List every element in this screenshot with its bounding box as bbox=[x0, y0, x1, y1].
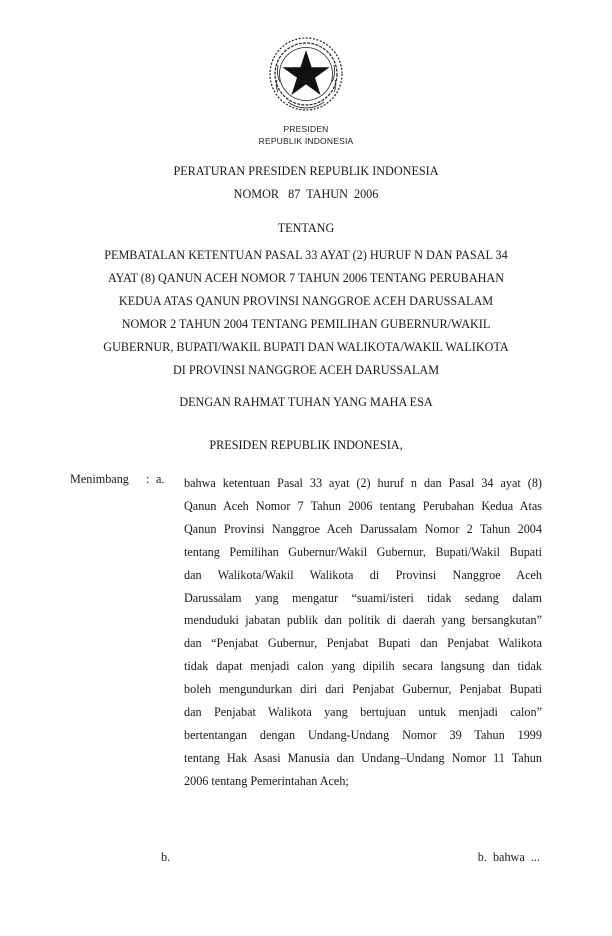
item-line: Darussalam yang mengatur “suami/isteri tidak sedang dalam bbox=[184, 590, 542, 605]
item-line: dan Walikota/Wakil Walikota di Provinsi Nanggroe Aceh bbox=[184, 567, 542, 582]
issuer: PRESIDEN REPUBLIK INDONESIA, bbox=[209, 438, 403, 452]
emblem-caption-republic: REPUBLIK INDONESIA bbox=[258, 136, 354, 146]
item-line: bertentangan dengan Undang-Undang Nomor 39 Tahun 1999 bbox=[184, 727, 542, 742]
item-line: Qanun Provinsi Nanggroe Aceh Darussalam Nomor 2 Tahun 2004 bbox=[184, 521, 542, 536]
item-line: 2006 tentang Pemerintahan Aceh; bbox=[184, 773, 349, 788]
considering-colon: : bbox=[146, 472, 150, 486]
regulation-title: PERATURAN PRESIDEN REPUBLIK INDONESIA bbox=[173, 164, 439, 178]
emblem-caption-president: PRESIDEN bbox=[283, 124, 329, 134]
subject-line: GUBERNUR, BUPATI/WAKIL BUPATI DAN WALIKOTA/WAKIL WALIKOTA bbox=[103, 340, 509, 354]
item-line: tentang Pemilihan Gubernur/Wakil Gubernur, Bupati/Wakil Bupati bbox=[184, 544, 542, 559]
considering-item-a bbox=[184, 472, 542, 793]
tentang-heading: TENTANG bbox=[277, 221, 335, 235]
subject-line: KEDUA ATAS QANUN PROVINSI NANGGROE ACEH DARUSSALAM bbox=[118, 294, 494, 308]
subject-line: DI PROVINSI NANGGROE ACEH DARUSSALAM bbox=[172, 363, 440, 377]
considering-label: Menimbang bbox=[70, 472, 129, 486]
invocation: DENGAN RAHMAT TUHAN YANG MAHA ESA bbox=[179, 395, 433, 409]
page-marker-left: b. bbox=[161, 850, 171, 864]
regulation-number: NOMOR 87 TAHUN 2006 bbox=[233, 187, 379, 201]
item-line: menduduki jabatan publik dan politik di daerah yang bersangkutan” bbox=[184, 613, 542, 628]
item-line: tidak dapat menjadi calon yang dipilih secara langsung dan tidak bbox=[184, 659, 542, 674]
item-line: Qanun Aceh Nomor 7 Tahun 2006 tentang Perubahan Kedua Atas bbox=[184, 498, 542, 513]
subject-line: AYAT (8) QANUN ACEH NOMOR 7 TAHUN 2006 TENTANG PERUBAHAN bbox=[107, 271, 505, 285]
continuation-marker: b. bahwa ... bbox=[477, 850, 540, 864]
item-line: dan “Penjabat Gubernur, Penjabat Bupati dan Penjabat Walikota bbox=[184, 636, 542, 651]
item-line: boleh mengundurkan diri dari Penjabat Gubernur, Penjabat Bupati bbox=[184, 682, 542, 697]
subject-line: NOMOR 2 TAHUN 2004 TENTANG PEMILIHAN GUBERNUR/WAKIL bbox=[121, 317, 491, 331]
item-line: bahwa ketentuan Pasal 33 ayat (2) huruf n dan Pasal 34 ayat (8) bbox=[184, 476, 542, 490]
regulation-subject bbox=[60, 244, 552, 382]
item-line: tentang Hak Asasi Manusia dan Undang–Undang Nomor 11 Tahun bbox=[184, 750, 542, 765]
subject-line: PEMBATALAN KETENTUAN PASAL 33 AYAT (2) HURUF N DAN PASAL 34 bbox=[104, 248, 508, 262]
item-letter-a: a. bbox=[156, 472, 165, 486]
presidential-emblem-icon bbox=[266, 34, 346, 114]
item-line: dan Penjabat Walikota yang bertujuan untuk menjadi calon” bbox=[184, 705, 542, 720]
